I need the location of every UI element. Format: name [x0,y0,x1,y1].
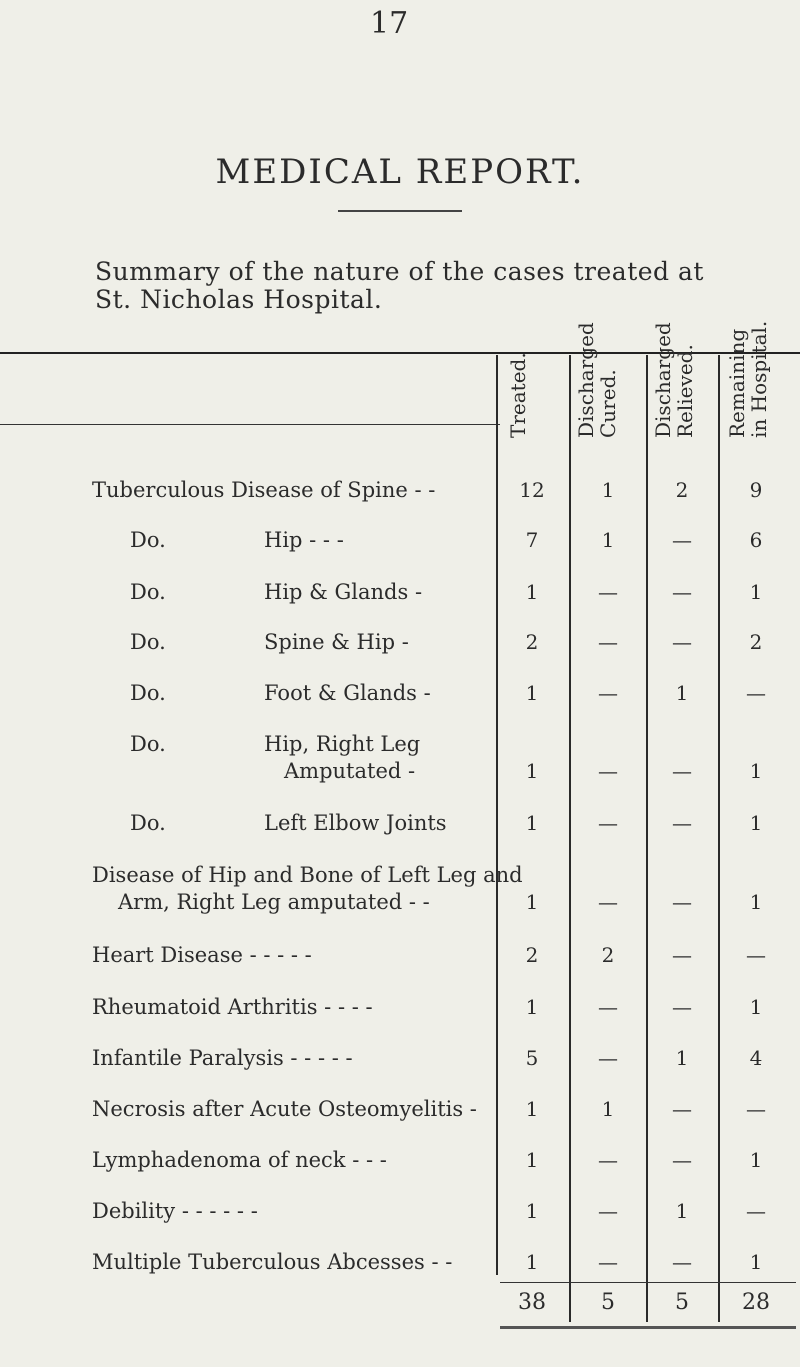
total-remaining: 28 [742,1290,770,1315]
cell-relieved: 2 [675,478,689,502]
cell-treated: 1 [525,580,539,604]
row-label: Infantile Paralysis - - - - - [92,1046,353,1070]
cell-cured: — [598,1250,618,1274]
cell-relieved: — [672,995,692,1019]
row-label: Spine & Hip - [264,630,409,654]
row-label: Tuberculous Disease of Spine - - [92,478,436,502]
row-label: Foot & Glands - [264,681,431,705]
header-rule [0,424,500,425]
cell-relieved: — [672,1148,692,1172]
cell-treated: 1 [525,759,539,783]
cell-remaining: 1 [749,1250,763,1274]
row-label: Debility - - - - - - [92,1199,258,1223]
cell-relieved: — [672,1097,692,1121]
cell-remaining: 2 [749,630,763,654]
cell-remaining: 1 [749,995,763,1019]
cell-treated: 12 [519,478,545,502]
cell-treated: 1 [525,1148,539,1172]
cell-cured: — [598,630,618,654]
total-treated: 38 [518,1290,546,1315]
column-header-treated: Treated. [506,352,530,438]
cell-cured: — [598,1148,618,1172]
cell-cured: — [598,580,618,604]
subtitle [95,258,704,314]
cell-cured: — [598,1199,618,1223]
row-label-continued: Arm, Right Leg amputated - - [118,890,430,914]
column-divider-2 [569,355,571,1322]
cell-cured: 1 [601,478,615,502]
cell-remaining: — [746,1199,766,1223]
cell-remaining: 1 [749,811,763,835]
cell-relieved: — [672,890,692,914]
column-divider-4 [718,355,720,1322]
cell-cured: 1 [601,528,615,552]
row-label-continued: Amputated - [284,759,416,783]
cell-treated: 1 [525,890,539,914]
title-underline [338,210,462,212]
cell-remaining: 4 [749,1046,763,1070]
cell-remaining: 1 [749,580,763,604]
cell-treated: 7 [525,528,539,552]
cell-relieved: — [672,943,692,967]
cell-treated: 1 [525,681,539,705]
cell-cured: — [598,811,618,835]
row-label: Disease of Hip and Bone of Left Leg and [92,863,523,887]
subtitle-line-1: Summary of the nature of the cases treated at [95,257,704,286]
cell-remaining: 6 [749,528,763,552]
row-label: Rheumatoid Arthritis - - - - [92,995,373,1019]
row-label: Lymphadenoma of neck - - - [92,1148,387,1172]
column-header-remaining: Remaining in Hospital. [725,320,771,438]
cell-relieved: — [672,528,692,552]
row-label: Hip, Right Leg [264,732,421,756]
cell-treated: 1 [525,1250,539,1274]
row-label: Necrosis after Acute Osteomyelitis - [92,1097,477,1121]
cell-relieved: — [672,811,692,835]
cell-cured: — [598,1046,618,1070]
ditto-mark: Do. [130,732,166,756]
cell-treated: 1 [525,1199,539,1223]
cell-remaining: — [746,943,766,967]
ditto-mark: Do. [130,630,166,654]
table-bottom-rule [500,1326,796,1329]
cell-cured: — [598,681,618,705]
column-divider-1 [496,355,498,1275]
cell-treated: 1 [525,811,539,835]
cell-relieved: — [672,580,692,604]
cell-remaining: 1 [749,1148,763,1172]
cell-treated: 1 [525,995,539,1019]
cell-treated: 2 [525,630,539,654]
cell-relieved: 1 [675,681,689,705]
page-number: 17 [370,6,409,41]
column-divider-3 [646,355,648,1322]
ditto-mark: Do. [130,580,166,604]
cell-relieved: — [672,1250,692,1274]
column-header-discharged-relieved: Discharged Relieved. [651,322,697,438]
row-label: Left Elbow Joints [264,811,447,835]
column-header-discharged-cured: Discharged Cured. [574,322,620,438]
cell-relieved: — [672,630,692,654]
cell-relieved: 1 [675,1199,689,1223]
total-relieved: 5 [675,1290,689,1315]
row-label: Multiple Tuberculous Abcesses - - [92,1250,453,1274]
cell-treated: 5 [525,1046,539,1070]
row-label: Hip - - - [264,528,344,552]
cell-remaining: — [746,681,766,705]
cell-cured: 1 [601,1097,615,1121]
ditto-mark: Do. [130,528,166,552]
cell-cured: — [598,759,618,783]
cell-remaining: 9 [749,478,763,502]
cell-cured: — [598,890,618,914]
total-cured: 5 [601,1290,615,1315]
cell-relieved: — [672,759,692,783]
cell-cured: — [598,995,618,1019]
cell-relieved: 1 [675,1046,689,1070]
totals-rule [500,1282,796,1283]
subtitle-line-2: St. Nicholas Hospital. [95,285,383,314]
ditto-mark: Do. [130,681,166,705]
cell-cured: 2 [601,943,615,967]
row-label: Hip & Glands - [264,580,423,604]
row-label: Heart Disease - - - - - [92,943,312,967]
cell-treated: 2 [525,943,539,967]
cell-remaining: — [746,1097,766,1121]
cell-treated: 1 [525,1097,539,1121]
cell-remaining: 1 [749,890,763,914]
page-title: MEDICAL REPORT. [215,152,585,192]
ditto-mark: Do. [130,811,166,835]
cell-remaining: 1 [749,759,763,783]
